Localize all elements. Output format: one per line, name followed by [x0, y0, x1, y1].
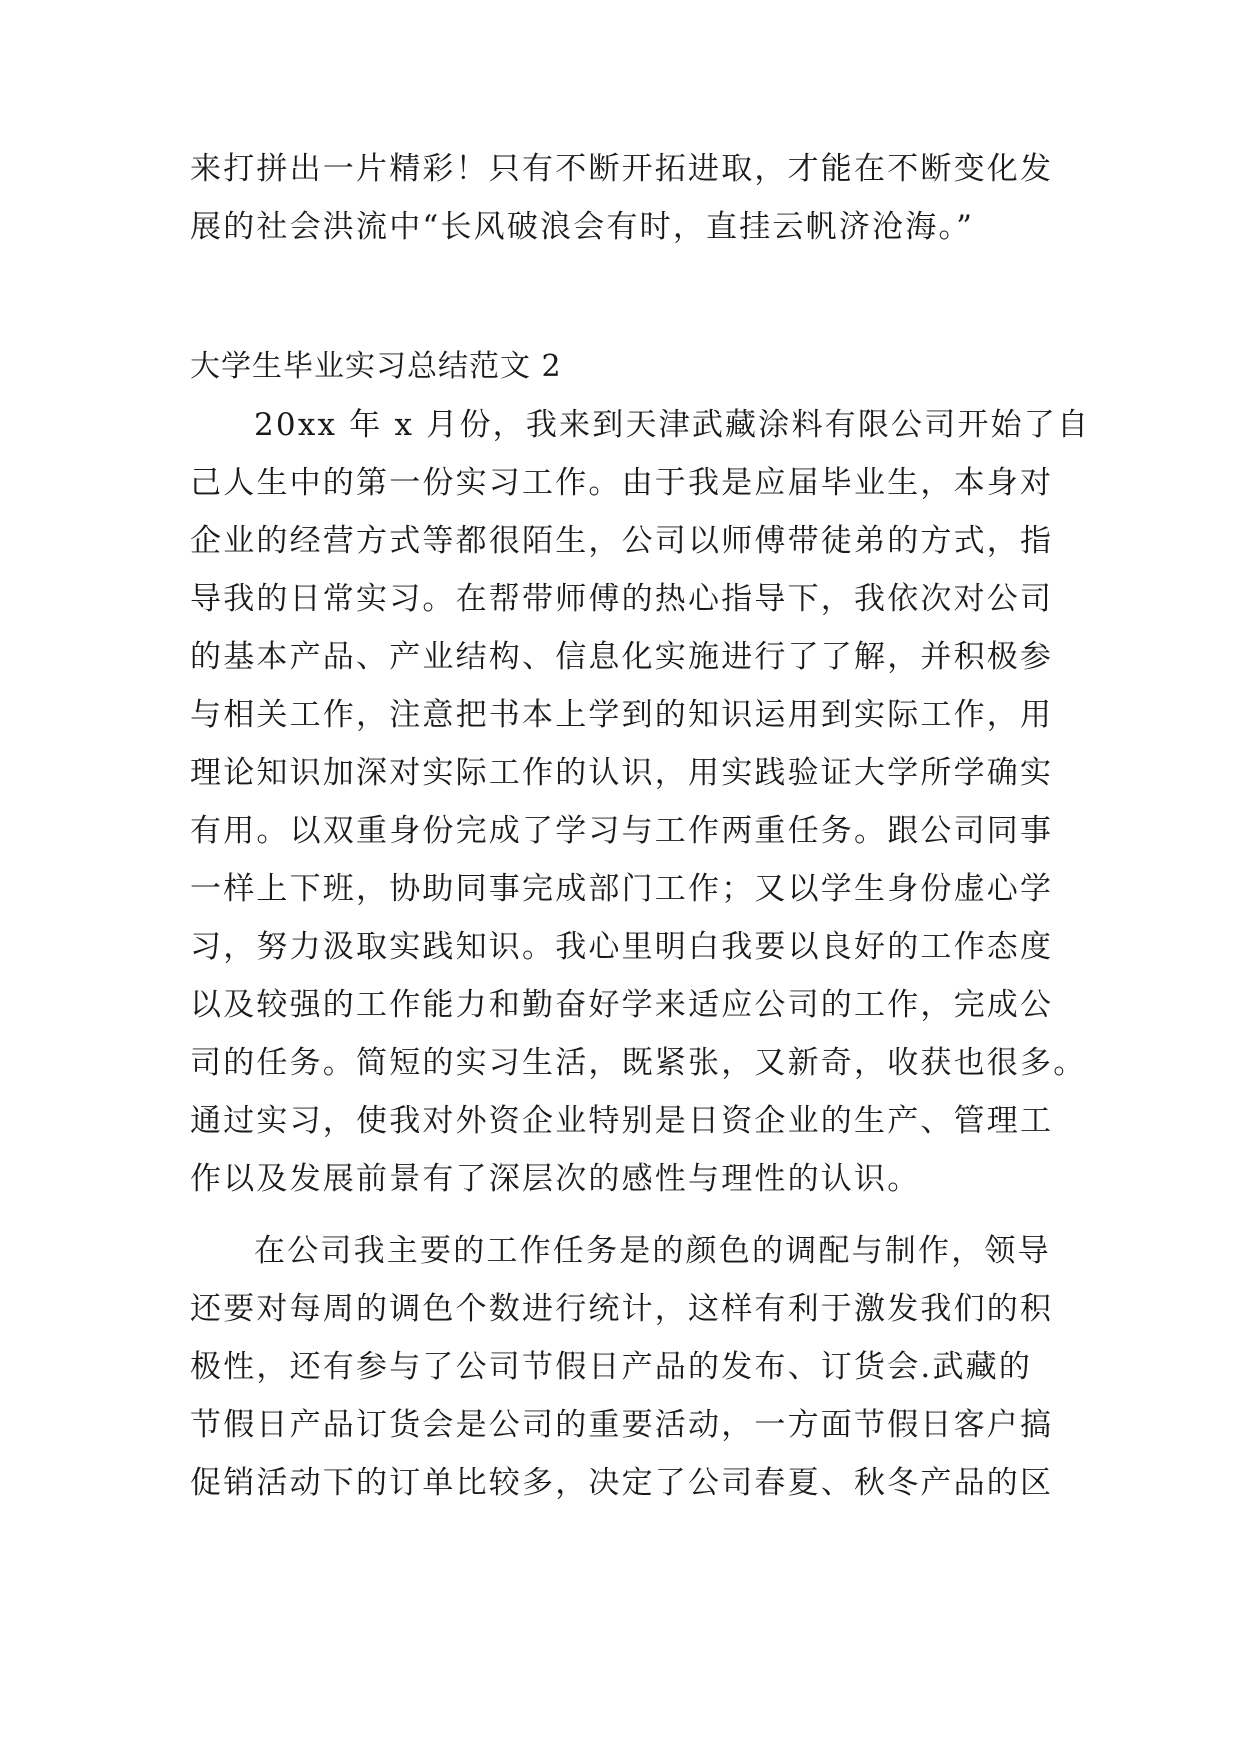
text-line: 与相关工作，注意把书本上学到的知识运用到实际工作，用 [190, 697, 1054, 733]
text-line: 通过实习，使我对外资企业特别是日资企业的生产、管理工 [190, 1103, 1054, 1139]
text-line: 20xx 年 x 月份，我来到天津武藏涂料有限公司开始了自 [254, 407, 1091, 443]
text-line: 理论知识加深对实际工作的认识，用实践验证大学所学确实 [190, 755, 1054, 791]
text-line: 节假日产品订货会是公司的重要活动，一方面节假日客户搞 [190, 1407, 1054, 1443]
text-line: 一样上下班，协助同事完成部门工作；又以学生身份虚心学 [190, 871, 1054, 907]
body-paragraph-2 [190, 1222, 1052, 1512]
text-line: 还要对每周的调色个数进行统计，这样有利于激发我们的积 [190, 1291, 1054, 1327]
text-line: 有用。以双重身份完成了学习与工作两重任务。跟公司同事 [190, 813, 1054, 849]
text-line: 的基本产品、产业结构、信息化实施进行了了解，并积极参 [190, 639, 1054, 675]
text-line: 导我的日常实习。在帮带师傅的热心指导下，我依次对公司 [190, 581, 1054, 617]
section-heading-block [190, 338, 1052, 396]
body-paragraph-1 [190, 396, 1091, 1208]
text-line: 在公司我主要的工作任务是的颜色的调配与制作，领导 [254, 1233, 1051, 1269]
text-line: 以及较强的工作能力和勤奋好学来适应公司的工作，完成公 [190, 987, 1054, 1023]
text-line: 习，努力汲取实践知识。我心里明白我要以良好的工作态度 [190, 929, 1054, 965]
text-line: 作以及发展前景有了深层次的感性与理性的认识。 [190, 1161, 921, 1197]
intro-paragraph [190, 140, 1052, 256]
text-line: 极性，还有参与了公司节假日产品的发布、订货会.武藏的 [190, 1349, 1033, 1385]
text-line: 己人生中的第一份实习工作。由于我是应届毕业生，本身对 [190, 465, 1054, 501]
text-line: 来打拼出一片精彩！只有不断开拓进取，才能在不断变化发 [190, 151, 1054, 187]
text-line: 企业的经营方式等都很陌生，公司以师傅带徒弟的方式，指 [190, 523, 1054, 559]
section-heading: 大学生毕业实习总结范文 2 [190, 349, 562, 384]
text-line: 司的任务。简短的实习生活，既紧张，又新奇，收获也很多。 [190, 1045, 1087, 1081]
text-line: 促销活动下的订单比较多，决定了公司春夏、秋冬产品的区 [190, 1465, 1054, 1501]
text-line: 展的社会洪流中“长风破浪会有时，直挂云帆济沧海。” [190, 209, 975, 245]
